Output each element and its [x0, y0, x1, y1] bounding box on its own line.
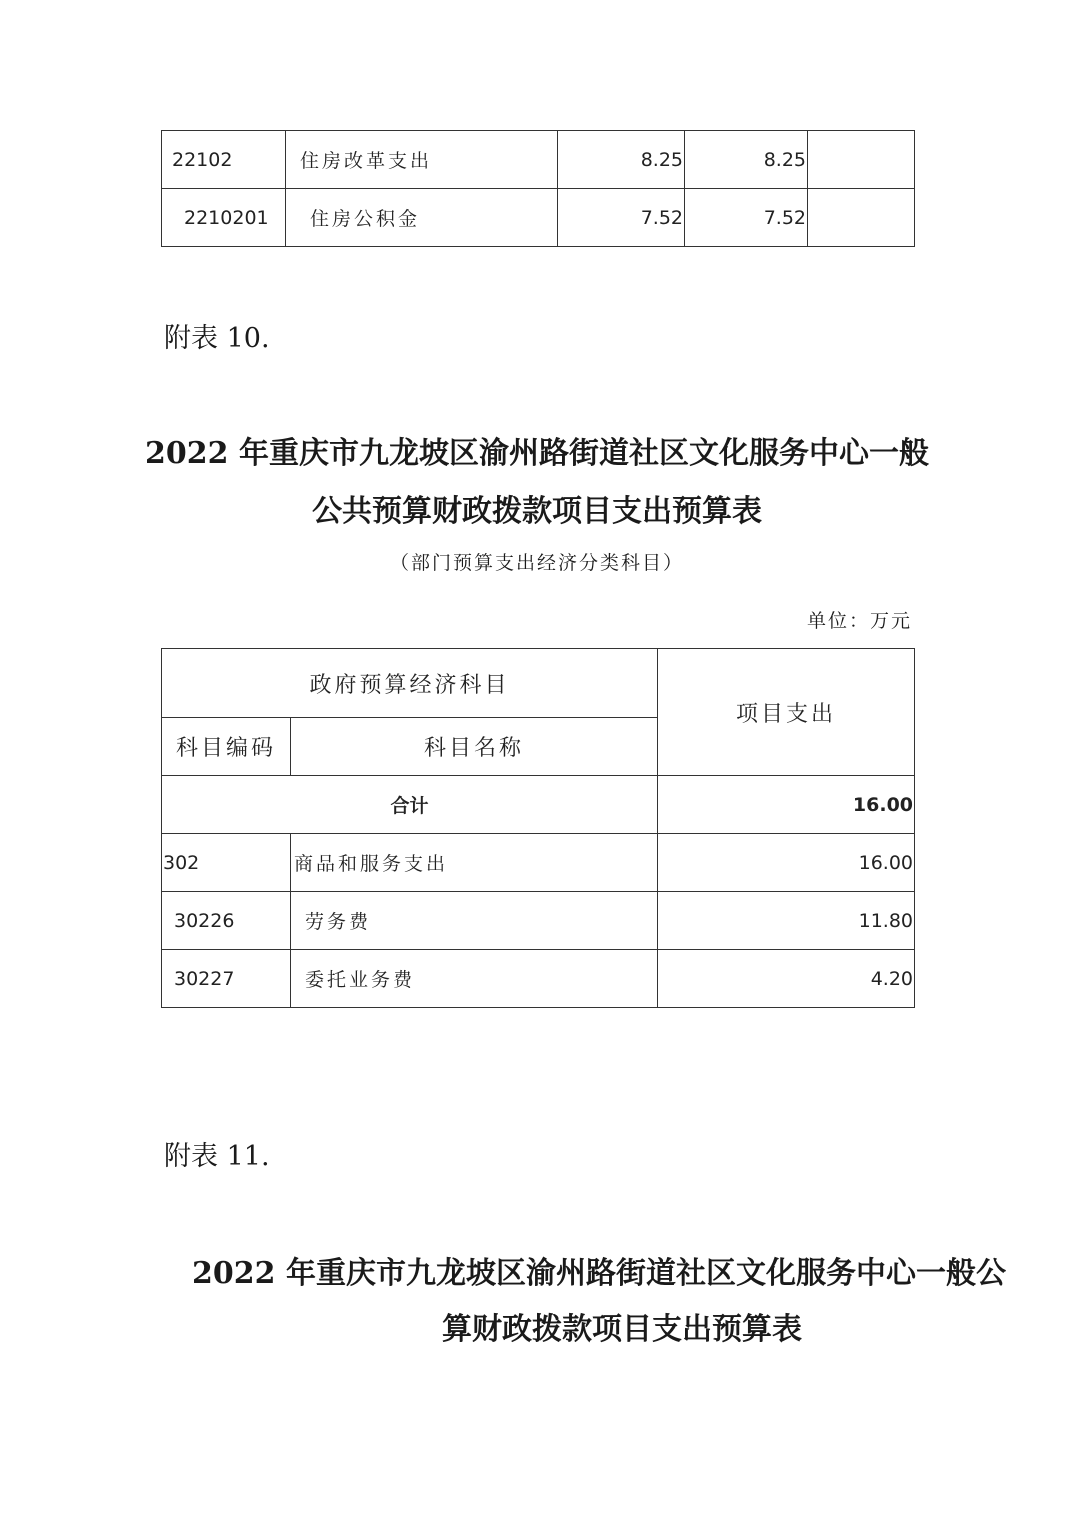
cell-value [808, 131, 915, 189]
total-label: 合计 [162, 776, 658, 834]
unit-label: 单位：万元 [806, 610, 912, 632]
top-table [161, 130, 915, 247]
header-code: 科目编码 [162, 718, 291, 776]
cell-name: 住房改革支出 [286, 131, 558, 189]
appendix-10-subtitle: （部门预算支出经济分类科目） [389, 552, 684, 574]
cell-value: 7.52 [558, 189, 685, 247]
cell-code: 2210201 [162, 189, 286, 247]
cell-code: 302 [162, 834, 291, 892]
cell-value: 8.25 [558, 131, 685, 189]
cell-value: 16.00 [658, 834, 915, 892]
table-row [162, 834, 915, 892]
table-row [162, 950, 915, 1008]
table-row [162, 892, 915, 950]
cell-code: 30226 [162, 892, 291, 950]
cell-value: 11.80 [658, 892, 915, 950]
appendix-11-label: 附表 11. [164, 1141, 270, 1172]
appendix-10-label: 附表 10. [164, 323, 270, 354]
cell-value: 4.20 [658, 950, 915, 1008]
cell-name: 劳务费 [291, 892, 658, 950]
appendix-11-title-line2: 算财政拨款项目支出预算表 [442, 1312, 802, 1347]
cell-value [808, 189, 915, 247]
total-row [162, 776, 915, 834]
appendix-11-title-line1: 2022 年重庆市九龙坡区渝州路街道社区文化服务中心一般公 [192, 1256, 1006, 1291]
table-row [162, 131, 915, 189]
appendix-10-title-line2: 公共预算财政拨款项目支出预算表 [312, 494, 762, 529]
cell-name: 商品和服务支出 [291, 834, 658, 892]
header-group: 政府预算经济科目 [162, 649, 658, 718]
budget-table [161, 648, 915, 1008]
cell-value: 7.52 [685, 189, 808, 247]
cell-code: 30227 [162, 950, 291, 1008]
cell-code: 22102 [162, 131, 286, 189]
total-value: 16.00 [658, 776, 915, 834]
cell-value: 8.25 [685, 131, 808, 189]
header-row [162, 649, 915, 718]
header-value: 项目支出 [658, 649, 915, 776]
appendix-11-title-clip [0, 1248, 1008, 1292]
header-name: 科目名称 [291, 718, 658, 776]
cell-name: 委托业务费 [291, 950, 658, 1008]
table-row [162, 189, 915, 247]
cell-name: 住房公积金 [286, 189, 558, 247]
appendix-10-title-line1: 2022 年重庆市九龙坡区渝州路街道社区文化服务中心一般 [145, 436, 929, 471]
